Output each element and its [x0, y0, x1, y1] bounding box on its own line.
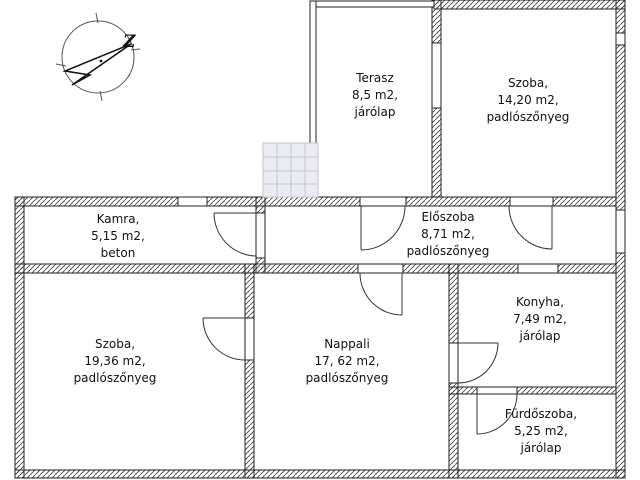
window-bedroom-east — [616, 33, 625, 45]
opening-living-kitchen — [449, 343, 458, 383]
room-floor: járólap — [520, 441, 562, 455]
room-label-terasz — [315, 70, 435, 121]
opening-bedroom-hall — [510, 197, 553, 206]
compass-center-dot — [100, 60, 103, 63]
opening-terrace-hall — [360, 197, 406, 206]
room-area: 8,71 m2, — [421, 227, 475, 241]
door-room-living — [203, 318, 245, 360]
room-name: Nappali — [324, 337, 370, 351]
opening-room-living — [245, 318, 254, 360]
room-floor: padlószőnyeg — [73, 371, 157, 385]
room-name: Konyha, — [515, 295, 565, 309]
wall-room-living-divider — [245, 264, 254, 478]
window-pantry-north — [178, 197, 207, 206]
room-area: 8,5 m2, — [351, 88, 399, 102]
room-area: 5,25 m2, — [514, 424, 568, 438]
room-floor: padlószőnyeg — [486, 110, 570, 124]
room-area: 5,15 m2, — [91, 229, 145, 243]
door-hall-living — [360, 273, 402, 315]
wall-south-outer — [15, 470, 625, 478]
room-label-furdoszoba — [470, 406, 612, 457]
opening-bathroom — [477, 387, 517, 394]
room-area: 7,49 m2, — [513, 312, 567, 326]
north-arrow-icon — [65, 44, 131, 85]
room-floor: járólap — [519, 329, 561, 343]
door-living-kitchen — [458, 343, 498, 383]
wall-west-outer — [15, 197, 24, 478]
room-label-szoba-felso — [457, 75, 599, 126]
wall-terrace-north-thin — [310, 1, 434, 7]
room-label-szoba-also — [44, 336, 186, 387]
room-floor: beton — [100, 246, 136, 260]
opening-pantry — [256, 213, 265, 258]
room-label-kamra — [47, 211, 189, 262]
window-hall-east — [616, 210, 625, 253]
opening-hall-living — [358, 264, 403, 273]
compass-direction-label: Z — [123, 32, 136, 52]
room-floor: járólap — [354, 105, 396, 119]
room-name: Terasz — [356, 71, 394, 85]
room-name: Szoba, — [94, 337, 136, 351]
wall-north-bedroom — [434, 0, 625, 9]
room-name: Fürdőszoba, — [504, 407, 578, 421]
room-name: Szoba, — [507, 76, 549, 90]
room-label-eloszoba — [377, 209, 519, 260]
room-floor: padlószőnyeg — [406, 244, 490, 258]
window-hall-kitchen — [518, 264, 558, 273]
room-area: 17, 62 m2, — [314, 354, 380, 368]
room-area: 14,20 m2, — [497, 93, 559, 107]
room-area: 19,36 m2, — [84, 354, 146, 368]
wall-kitchen-bathroom-divider — [449, 387, 616, 394]
room-name: Kamra, — [96, 212, 140, 226]
compass — [56, 13, 140, 101]
room-label-konyha — [469, 294, 611, 345]
door-pantry — [214, 213, 256, 256]
tiled-stove — [263, 143, 318, 197]
room-label-nappali — [276, 336, 418, 387]
room-floor: padlószőnyeg — [305, 371, 389, 385]
room-name: Előszoba — [421, 210, 475, 224]
